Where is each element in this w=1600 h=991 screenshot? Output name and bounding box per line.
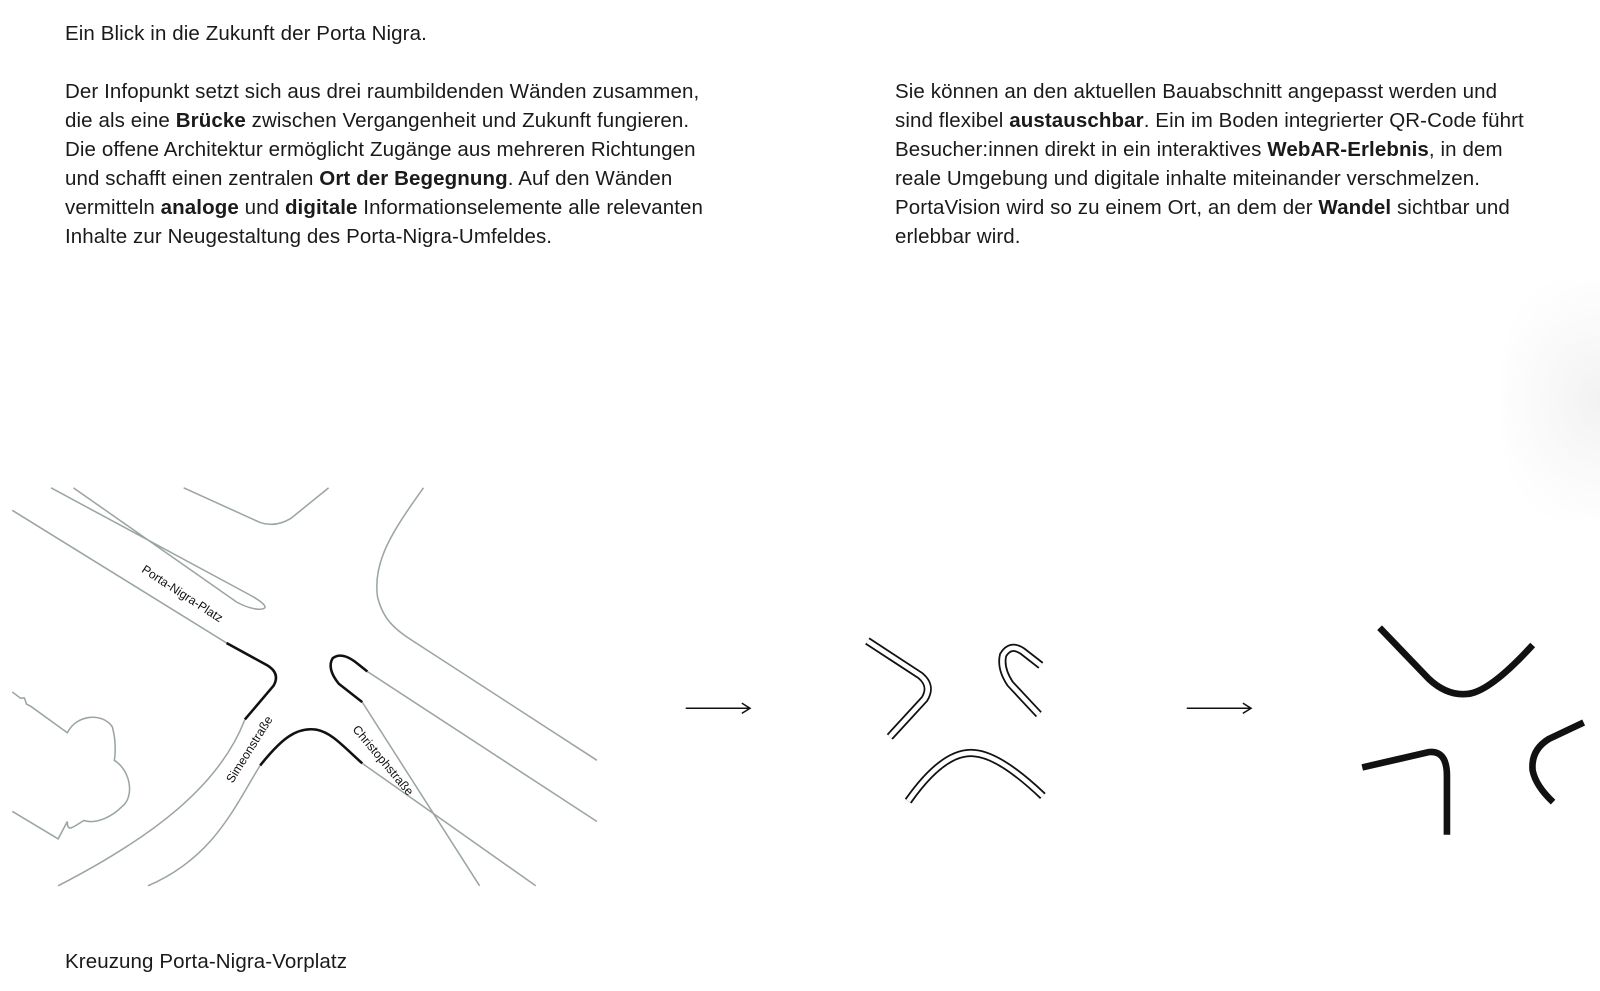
wall-solid-left — [1362, 752, 1447, 835]
text-run: . Auf den Wänden — [507, 167, 673, 190]
text-run: und — [238, 196, 285, 219]
text-run: PortaVision wird so zu einem Ort, an dem der — [895, 196, 1319, 219]
text-run: Inhalte zur Neugestaltung des Porta-Nigra-Umfeldes. — [65, 225, 553, 248]
street-line — [58, 719, 245, 885]
text-run: erlebbar wird. — [895, 225, 1021, 248]
wall-solid-top — [1380, 628, 1533, 695]
street-label-porta-nigra-platz: Porta-Nigra-Platz — [139, 562, 226, 626]
text-run: zwischen Vergangenheit und Zukunft fungieren. — [245, 109, 690, 132]
arrow-icon — [686, 703, 750, 713]
building-outline — [12, 692, 129, 839]
street-label-simeonstrasse: Simeonstraße — [223, 713, 276, 786]
intro-heading: Ein Blick in die Zukunft der Porta Nigra. — [65, 22, 427, 45]
text-run: . Ein im Boden integrierter QR-Code führt — [1143, 109, 1524, 132]
text-run: sichtbar und — [1391, 196, 1510, 219]
map-caption: Kreuzung Porta-Nigra-Vorplatz — [65, 950, 348, 973]
text-run: und schafft einen zentralen — [65, 167, 320, 190]
wall-solid-right — [1532, 723, 1583, 803]
wall-segment — [260, 729, 362, 765]
wall-segment — [227, 643, 276, 720]
street-map — [12, 488, 597, 886]
emphasis-text: WebAR-Erlebnis — [1267, 138, 1429, 161]
text-run: Besucher:innen direkt in ein interaktives — [895, 138, 1268, 161]
street-line — [362, 702, 479, 886]
text-run: reale Umgebung und digitale inhalte miteinander verschmelzen. — [895, 167, 1480, 190]
emphasis-text: austauschbar — [1009, 109, 1144, 132]
text-run: Der Infopunkt setzt sich aus drei raumbildenden Wänden zusammen, — [65, 80, 700, 103]
text-run: vermitteln — [65, 196, 161, 219]
text-run: sind flexibel — [895, 109, 1010, 132]
emphasis-text: analoge — [160, 196, 239, 219]
wall-segment — [331, 656, 368, 703]
text-run: , in dem — [1428, 138, 1503, 161]
wall-solid-diagram — [1362, 628, 1583, 835]
street-line — [377, 488, 597, 760]
text-run: Informationselemente alle relevanten — [357, 196, 704, 219]
street-label-christophstrasse: Christophstraße — [349, 722, 417, 799]
emphasis-text: Brücke — [175, 109, 246, 132]
wall-outline-diagram — [867, 641, 1043, 801]
text-run: die als eine — [65, 109, 176, 132]
street-line — [12, 510, 226, 643]
street-line — [184, 488, 329, 525]
street-line — [367, 672, 597, 822]
text-run: Die offene Architektur ermöglicht Zugänge aus mehreren Richtungen — [65, 138, 696, 161]
street-line — [362, 763, 535, 885]
emphasis-text: Wandel — [1318, 196, 1392, 219]
emphasis-text: digitale — [284, 196, 358, 219]
text-run: Sie können an den aktuellen Bauabschnitt angepasst werden und — [895, 80, 1498, 103]
emphasis-text: Ort der Begegnung — [319, 167, 508, 190]
arrow-icon — [1187, 703, 1251, 713]
street-island-top — [51, 488, 265, 609]
